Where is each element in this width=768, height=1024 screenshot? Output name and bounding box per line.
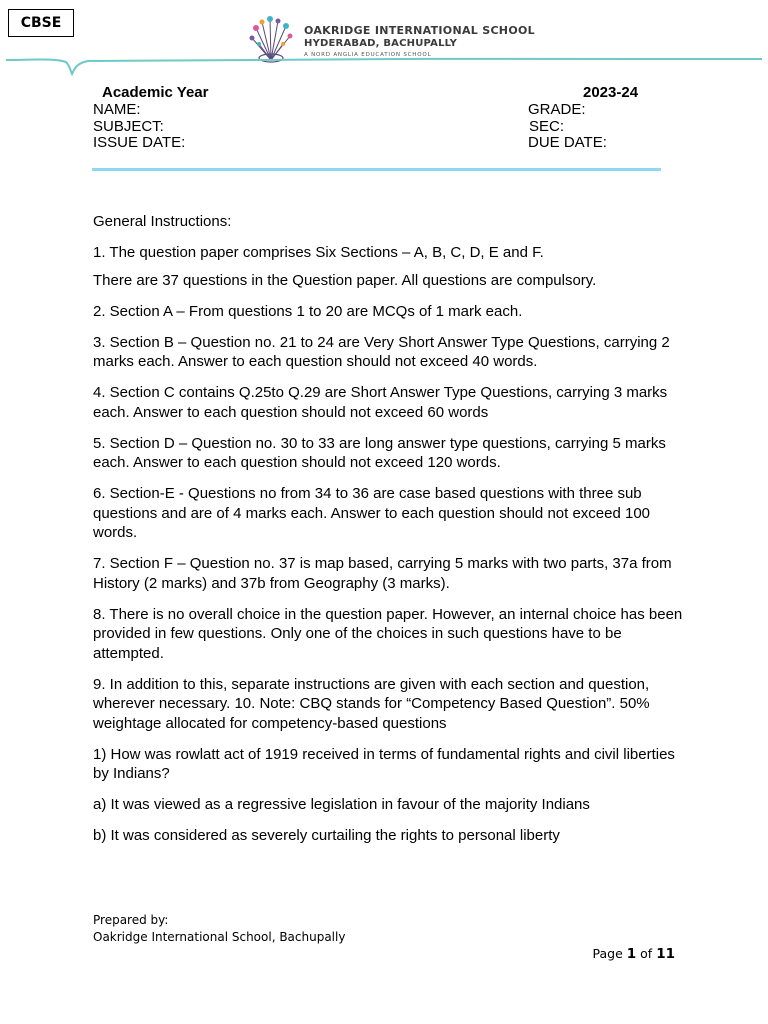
header-wave-divider	[0, 54, 768, 78]
cbse-badge: CBSE	[8, 9, 74, 37]
instructions-heading: General Instructions:	[93, 213, 232, 230]
prepared-by-org: Oakridge International School, Bachupally	[93, 930, 346, 944]
school-name-line2: HYDERABAD, BACHUPALLY	[304, 38, 458, 49]
instruction-item: 3. Section B – Question no. 21 to 24 are Very Short Answer Type Questions, carrying 2 marks each. Answer to each question should not exceed 40 words.	[93, 333, 670, 370]
question-text: 1) How was rowlatt act of 1919 received in terms of fundamental rights and civil liberties by Indians?	[93, 745, 675, 782]
academic-year-value: 2023-24	[583, 84, 639, 101]
instruction-item: 6. Section-E - Questions no from 34 to 36 are case based questions with three sub questions and are of 4 marks each. Answer to each question should not exceed 100 words.	[93, 485, 651, 541]
prepared-by-label: Prepared by:	[93, 913, 169, 927]
name-label: NAME:	[93, 101, 141, 118]
instruction-item: 7. Section F – Question no. 37 is map based, carrying 5 marks with two parts, 37a from History (2 marks) and 37b from Geography (3 marks).	[93, 555, 672, 592]
issue-date-label: ISSUE DATE:	[93, 134, 186, 151]
document-body	[93, 212, 683, 857]
instruction-item: There are 37 questions in the Question paper. All questions are compulsory.	[93, 271, 597, 289]
question-option-b: b) It was considered as severely curtailing the rights to personal liberty	[93, 827, 560, 844]
page-word: Page	[592, 946, 623, 961]
footer-prepared-by	[93, 912, 345, 946]
page-number	[593, 946, 675, 962]
instruction-item: 2. Section A – From questions 1 to 20 are MCQs of 1 mark each.	[93, 302, 523, 320]
subject-label: SUBJECT:	[93, 118, 164, 135]
header-divider-line	[92, 168, 661, 171]
page-total: 11	[656, 946, 675, 962]
sec-label: SEC:	[529, 118, 565, 135]
question-option-a: a) It was viewed as a regressive legislation in favour of the majority Indians	[93, 796, 590, 813]
instruction-item: 5. Section D – Question no. 30 to 33 are long answer type questions, carrying 5 marks each. Answer to each question should not exceed 120 words.	[93, 434, 666, 471]
instruction-item: 8. There is no overall choice in the question paper. However, an internal choice has been provided in few questions. Only one of the choices in such questions have to be attempted.	[93, 605, 683, 662]
grade-label: GRADE:	[528, 101, 586, 118]
school-tagline: A NORD ANGLIA EDUCATION SCHOOL	[304, 52, 432, 58]
instruction-item: 9. In addition to this, separate instructions are given with each section and question, wherever necessary. 10. Note: CBQ stands for “Competency Based Question”. 50% weightage allocated for competency-based questions	[93, 675, 650, 732]
due-date-label: DUE DATE:	[528, 134, 607, 151]
instruction-item: 1. The question paper comprises Six Sections – A, B, C, D, E and F.	[93, 244, 544, 261]
of-word: of	[640, 946, 653, 961]
page-current: 1	[626, 946, 637, 962]
instruction-item: 4. Section C contains Q.25to Q.29 are Short Answer Type Questions, carrying 3 marks each. Answer to each question should not exceed 60 words	[93, 384, 668, 421]
academic-year-label: Academic Year	[102, 84, 209, 101]
school-name-line1: OAKRIDGE INTERNATIONAL SCHOOL	[304, 24, 535, 37]
school-name-block	[304, 24, 535, 58]
